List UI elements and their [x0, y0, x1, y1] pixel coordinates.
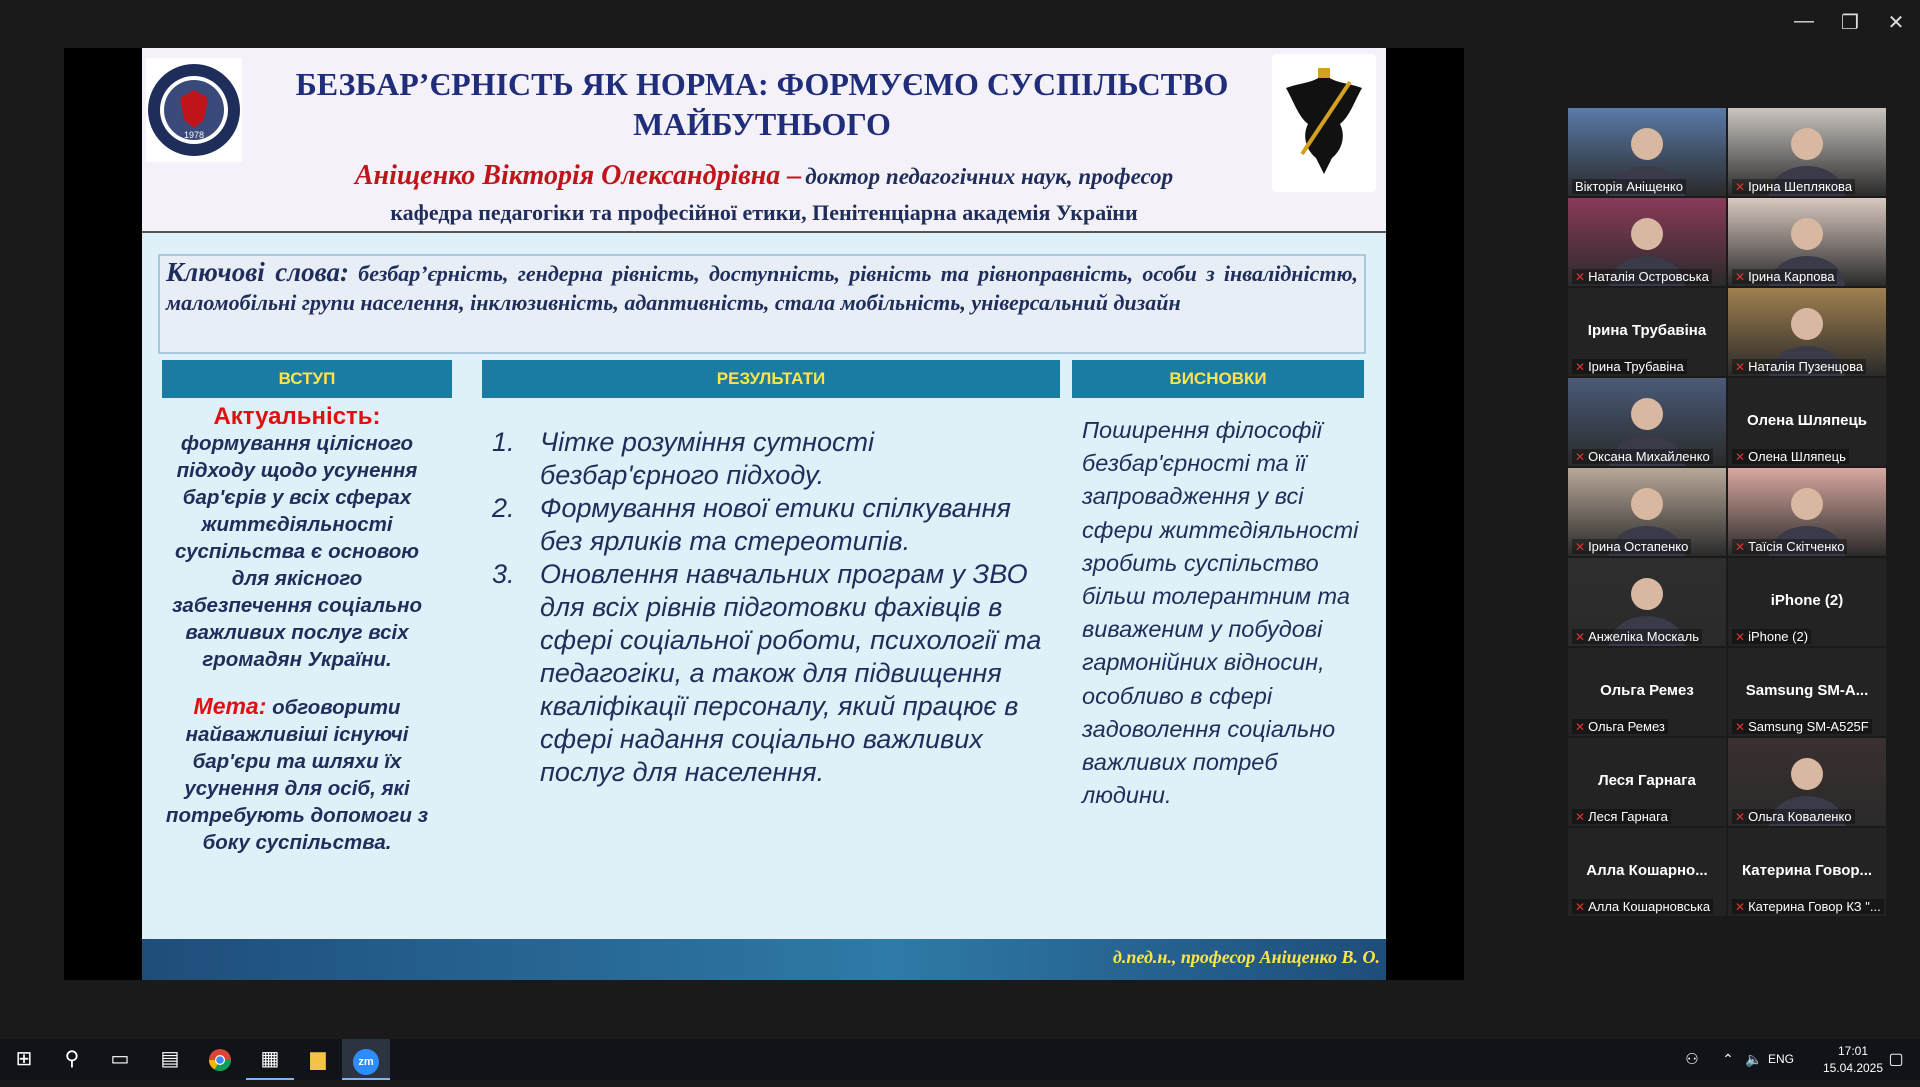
- participant-name: Ірина Карпова: [1748, 269, 1835, 284]
- participant-tile[interactable]: [1568, 468, 1726, 556]
- participant-name: Ольга Ремез: [1588, 719, 1665, 734]
- participant-name: Наталія Пузенцова: [1748, 359, 1864, 374]
- participant-tile[interactable]: [1568, 558, 1726, 646]
- muted-mic-icon: ✕: [1735, 450, 1746, 464]
- participant-tile[interactable]: [1728, 468, 1886, 556]
- clock-time[interactable]: 17:01: [1837, 1044, 1869, 1058]
- participant-name-label: [1732, 449, 1849, 464]
- participant-tile[interactable]: [1568, 828, 1726, 916]
- zoom-app-icon[interactable]: [342, 1039, 390, 1080]
- emblem-year: 1978: [183, 130, 205, 140]
- intro-text: [162, 403, 432, 856]
- windows-start-icon[interactable]: ⊞: [15, 1048, 33, 1070]
- keywords-box: [158, 254, 1366, 354]
- muted-mic-icon: ✕: [1575, 450, 1586, 464]
- muted-mic-icon: ✕: [1735, 900, 1746, 914]
- slide-header: [142, 48, 1386, 233]
- muted-mic-icon: ✕: [1735, 180, 1746, 194]
- result-item: [492, 426, 1052, 492]
- participant-tile[interactable]: [1568, 648, 1726, 736]
- participant-name-label: [1732, 359, 1866, 374]
- participant-name: Ольга Коваленко: [1748, 809, 1852, 824]
- participant-name: Алла Кошарновська: [1588, 899, 1711, 914]
- result-text: Оновлення навчальних програм у ЗВО для всіх рівнів підготовки фахівців в сфері соціальної роботи, психології та педагогіки, а також для підвищення кваліфікації персоналу, який працює в сфері надання соціально важливих послуг для населення.: [540, 559, 1042, 787]
- taskbar: [0, 1039, 1920, 1080]
- participant-name-label: [1572, 449, 1713, 464]
- participant-display-name: Леся Гарнага: [1598, 772, 1696, 789]
- participant-name-label: [1572, 629, 1702, 644]
- participant-name-label: [1732, 539, 1847, 554]
- participant-tile[interactable]: [1728, 648, 1886, 736]
- participant-tile[interactable]: [1568, 378, 1726, 466]
- app-icon[interactable]: ▤: [160, 1048, 180, 1070]
- language-indicator[interactable]: ENG: [1768, 1052, 1795, 1066]
- people-icon[interactable]: ⚇: [1685, 1051, 1699, 1068]
- muted-mic-icon: ✕: [1575, 630, 1586, 644]
- participant-name: Таїсія Скітченко: [1748, 539, 1845, 554]
- muted-mic-icon: ✕: [1735, 540, 1746, 554]
- department: кафедра педагогіки та професійної етики, Пенітенціарна академія України: [390, 200, 1138, 225]
- result-item: [492, 492, 1052, 558]
- participant-name: Леся Гарнага: [1588, 809, 1668, 824]
- participant-name: iPhone (2): [1748, 629, 1809, 644]
- participant-name-label: [1572, 359, 1687, 374]
- participant-name: Олена Шляпець: [1748, 449, 1846, 464]
- search-icon[interactable]: ⚲: [64, 1048, 80, 1070]
- column-header-intro: ВСТУП: [162, 360, 452, 398]
- participant-name-label: [1572, 269, 1712, 284]
- muted-mic-icon: ✕: [1735, 270, 1746, 284]
- muted-mic-icon: ✕: [1575, 900, 1586, 914]
- clock-date[interactable]: 15.04.2025: [1822, 1061, 1884, 1075]
- participant-name-label: [1732, 269, 1837, 284]
- chrome-icon[interactable]: [196, 1039, 244, 1080]
- muted-mic-icon: ✕: [1735, 720, 1746, 734]
- participant-name: Ірина Шеплякова: [1748, 179, 1853, 194]
- author-degree: доктор педагогічних наук, професор: [805, 164, 1174, 189]
- document-icon[interactable]: ▦: [246, 1039, 294, 1080]
- volume-icon[interactable]: 🔈: [1745, 1051, 1763, 1067]
- conclusions-text: Поширення філософії безбар'єрності та її запровадження у всі сфери життєдіяльності зробить суспільство більш толерантним та виваженим у побудові гармонійних відносин, особливо в сфері задоволення соціально важливих потреб людини.: [1082, 417, 1359, 809]
- muted-mic-icon: ✕: [1575, 810, 1586, 824]
- footer-author: д.пед.н., професор Аніщенко В. О.: [1112, 947, 1380, 967]
- participant-name: Катерина Говор КЗ "...: [1748, 899, 1881, 914]
- participant-tile[interactable]: [1728, 828, 1886, 916]
- restore-button[interactable]: ❐: [1841, 12, 1859, 34]
- participant-display-name: Ольга Ремез: [1600, 682, 1694, 699]
- author-line: [142, 160, 1386, 192]
- participant-name-label: [1732, 629, 1811, 644]
- muted-mic-icon: ✕: [1575, 540, 1586, 554]
- participant-tile[interactable]: [1568, 288, 1726, 376]
- muted-mic-icon: ✕: [1575, 720, 1586, 734]
- result-text: Формування нової етики спілкування без ярликів та стереотипів.: [540, 493, 1011, 556]
- muted-mic-icon: ✕: [1575, 270, 1586, 284]
- coat-of-arms-icon: [1272, 54, 1376, 192]
- notifications-icon[interactable]: ▢: [1888, 1051, 1904, 1068]
- participant-display-name: Алла Кошарно...: [1586, 862, 1708, 879]
- chevron-up-icon[interactable]: ⌃: [1722, 1051, 1734, 1067]
- participant-tile[interactable]: [1728, 378, 1886, 466]
- participant-name-label: [1572, 809, 1671, 824]
- participant-display-name: Ірина Трубавіна: [1587, 322, 1707, 339]
- participant-tile[interactable]: [1568, 108, 1726, 196]
- participant-display-name: Samsung SM-A...: [1745, 682, 1869, 699]
- task-view-icon[interactable]: ▭: [110, 1048, 130, 1070]
- close-button[interactable]: ✕: [1887, 12, 1905, 34]
- result-number: 1.: [492, 427, 515, 457]
- participant-name: Вікторія Аніщенко: [1575, 179, 1683, 194]
- participants-gallery: [1568, 108, 1888, 920]
- muted-mic-icon: ✕: [1735, 360, 1746, 374]
- academy-emblem-icon: [146, 58, 242, 162]
- participant-tile[interactable]: [1728, 558, 1886, 646]
- goal-text: обговорити найважливіші існуючі бар'єри та шляхи їх усунення для осіб, які потребують допомоги з боку суспільства.: [165, 696, 429, 854]
- keywords-label: Ключові слова:: [166, 257, 349, 287]
- minimize-button[interactable]: —: [1794, 10, 1814, 32]
- participant-name: Samsung SM-A525F: [1748, 719, 1869, 734]
- goal-label: Мета:: [193, 693, 267, 719]
- presentation-slide: [142, 48, 1386, 980]
- zoom-logo: zm: [353, 1049, 379, 1075]
- column-header-conclusions: ВИСНОВКИ: [1072, 360, 1364, 398]
- result-number: 3.: [492, 559, 515, 589]
- result-item: [492, 558, 1052, 789]
- participant-tile[interactable]: [1728, 738, 1886, 826]
- slide-title-line1: БЕЗБАР’ЄРНІСТЬ ЯК НОРМА: ФОРМУЄМО СУСПІЛЬСТВО: [295, 66, 1229, 102]
- result-text: Чітке розуміння сутності безбар'єрного підходу.: [540, 427, 875, 490]
- slide-title-line2: МАЙБУТНЬОГО: [633, 106, 891, 142]
- participant-tile[interactable]: [1568, 198, 1726, 286]
- participant-tile[interactable]: [1568, 738, 1726, 826]
- participant-display-name: Олена Шляпець: [1747, 412, 1867, 429]
- participant-name-label: [1732, 179, 1855, 194]
- participant-name-label: [1732, 719, 1872, 734]
- participant-name: Ірина Остапенко: [1588, 539, 1689, 554]
- participant-tile[interactable]: [1728, 198, 1886, 286]
- participant-name-label: [1732, 899, 1884, 914]
- participant-name-label: [1572, 899, 1713, 914]
- goal-paragraph: [162, 693, 432, 856]
- participant-name-label: [1572, 539, 1691, 554]
- file-explorer-icon[interactable]: ▆: [310, 1048, 326, 1070]
- relevance-label: Актуальність:: [213, 403, 381, 430]
- participant-name: Наталія Островська: [1588, 269, 1709, 284]
- participant-name-label: [1572, 179, 1686, 194]
- slide-footer: [142, 939, 1386, 980]
- relevance-text: формування цілісного підходу щодо усунення бар'єрів у всіх сферах життєдіяльності суспільства є основою для якісного забезпечення соціально важливих послуг всіх громадян України.: [171, 432, 423, 671]
- results-list: [492, 426, 1052, 789]
- participant-display-name: iPhone (2): [1770, 592, 1844, 609]
- muted-mic-icon: ✕: [1735, 630, 1746, 644]
- column-header-results: РЕЗУЛЬТАТИ: [482, 360, 1060, 398]
- participant-tile[interactable]: [1728, 288, 1886, 376]
- muted-mic-icon: ✕: [1575, 360, 1586, 374]
- participant-name: Оксана Михайленко: [1588, 449, 1710, 464]
- participant-name: Анжеліка Москаль: [1588, 629, 1699, 644]
- participant-tile[interactable]: [1728, 108, 1886, 196]
- result-number: 2.: [492, 493, 515, 523]
- participant-name-label: [1732, 809, 1855, 824]
- keywords-text: безбар’єрність, гендерна рівність, доступність, рівність та рівноправність, особи з інвалідністю, маломобільні групи населення, інклюзивність, адаптивність, стала мобільність, універсальний дизайн: [166, 261, 1359, 315]
- participant-name: Ірина Трубавіна: [1588, 359, 1684, 374]
- muted-mic-icon: ✕: [1735, 810, 1746, 824]
- participant-display-name: Катерина Говор...: [1741, 862, 1873, 879]
- participant-name-label: [1572, 719, 1668, 734]
- author-name: Аніщенко Вікторія Олександрівна –: [354, 160, 802, 191]
